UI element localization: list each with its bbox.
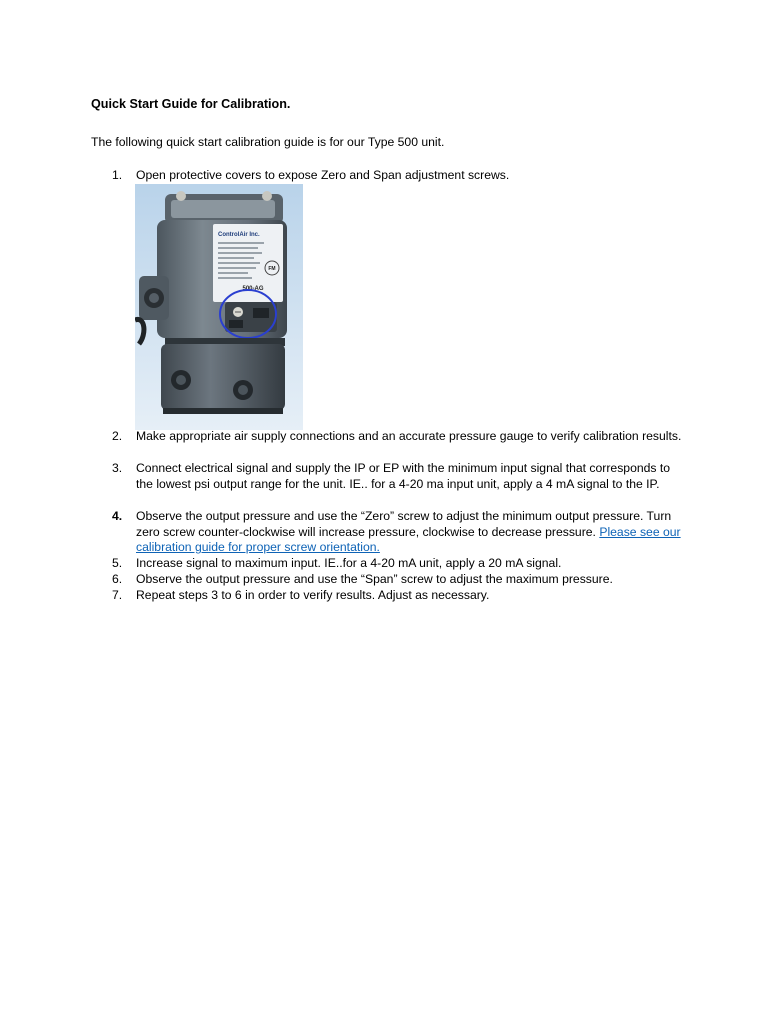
photo-brand-label: ControlAir Inc. xyxy=(218,232,260,238)
step-number: 2. xyxy=(112,429,123,443)
page-title: Quick Start Guide for Calibration. xyxy=(91,97,291,111)
transducer-illustration xyxy=(135,184,303,430)
step-number: 5. xyxy=(112,556,123,570)
step-number: 4. xyxy=(112,509,123,523)
list-item xyxy=(112,461,682,492)
photo-approval-mark: FM xyxy=(268,266,276,272)
step-text: Make appropriate air supply connections and an accurate pressure gauge to verify calibration results. xyxy=(136,429,682,443)
step-text: Connect electrical signal and supply the IP or EP with the minimum input signal that corresponds to the lowest psi output range for the unit. IE.. for a 4-20 ma input unit, apply a 4 mA signal to the IP. xyxy=(136,461,671,491)
step-number: 1. xyxy=(112,168,123,182)
step-text: Increase signal to maximum input. IE..for a 4-20 mA unit, apply a 20 mA signal. xyxy=(136,556,562,570)
step-number: 7. xyxy=(112,588,123,602)
step-number: 3. xyxy=(112,461,123,475)
product-photo xyxy=(135,184,303,430)
list-item xyxy=(112,429,682,445)
list-item xyxy=(112,588,682,604)
step-text-container xyxy=(136,509,682,556)
photo-model-label: 500-AG xyxy=(242,286,264,292)
step-text: Open protective covers to expose Zero and Span adjustment screws. xyxy=(136,168,510,182)
list-item xyxy=(112,509,682,556)
step-text: Observe the output pressure and use the “Span” screw to adjust the maximum pressure. xyxy=(136,572,613,586)
list-item xyxy=(112,168,682,184)
list-item xyxy=(112,556,682,572)
step-text: Repeat steps 3 to 6 in order to verify results. Adjust as necessary. xyxy=(136,588,490,602)
list-item xyxy=(112,572,682,588)
calibration-guide-link[interactable]: Please see our calibration guide for proper screw orientation. xyxy=(136,524,681,555)
intro-paragraph: The following quick start calibration guide is for our Type 500 unit. xyxy=(91,135,445,149)
step-number: 6. xyxy=(112,572,123,586)
step-text: Observe the output pressure and use the “Zero” screw to adjust the minimum output pressure. Turn zero screw counter-clockwise will increase pressure, clockwise to decrease pressure. xyxy=(136,509,672,539)
